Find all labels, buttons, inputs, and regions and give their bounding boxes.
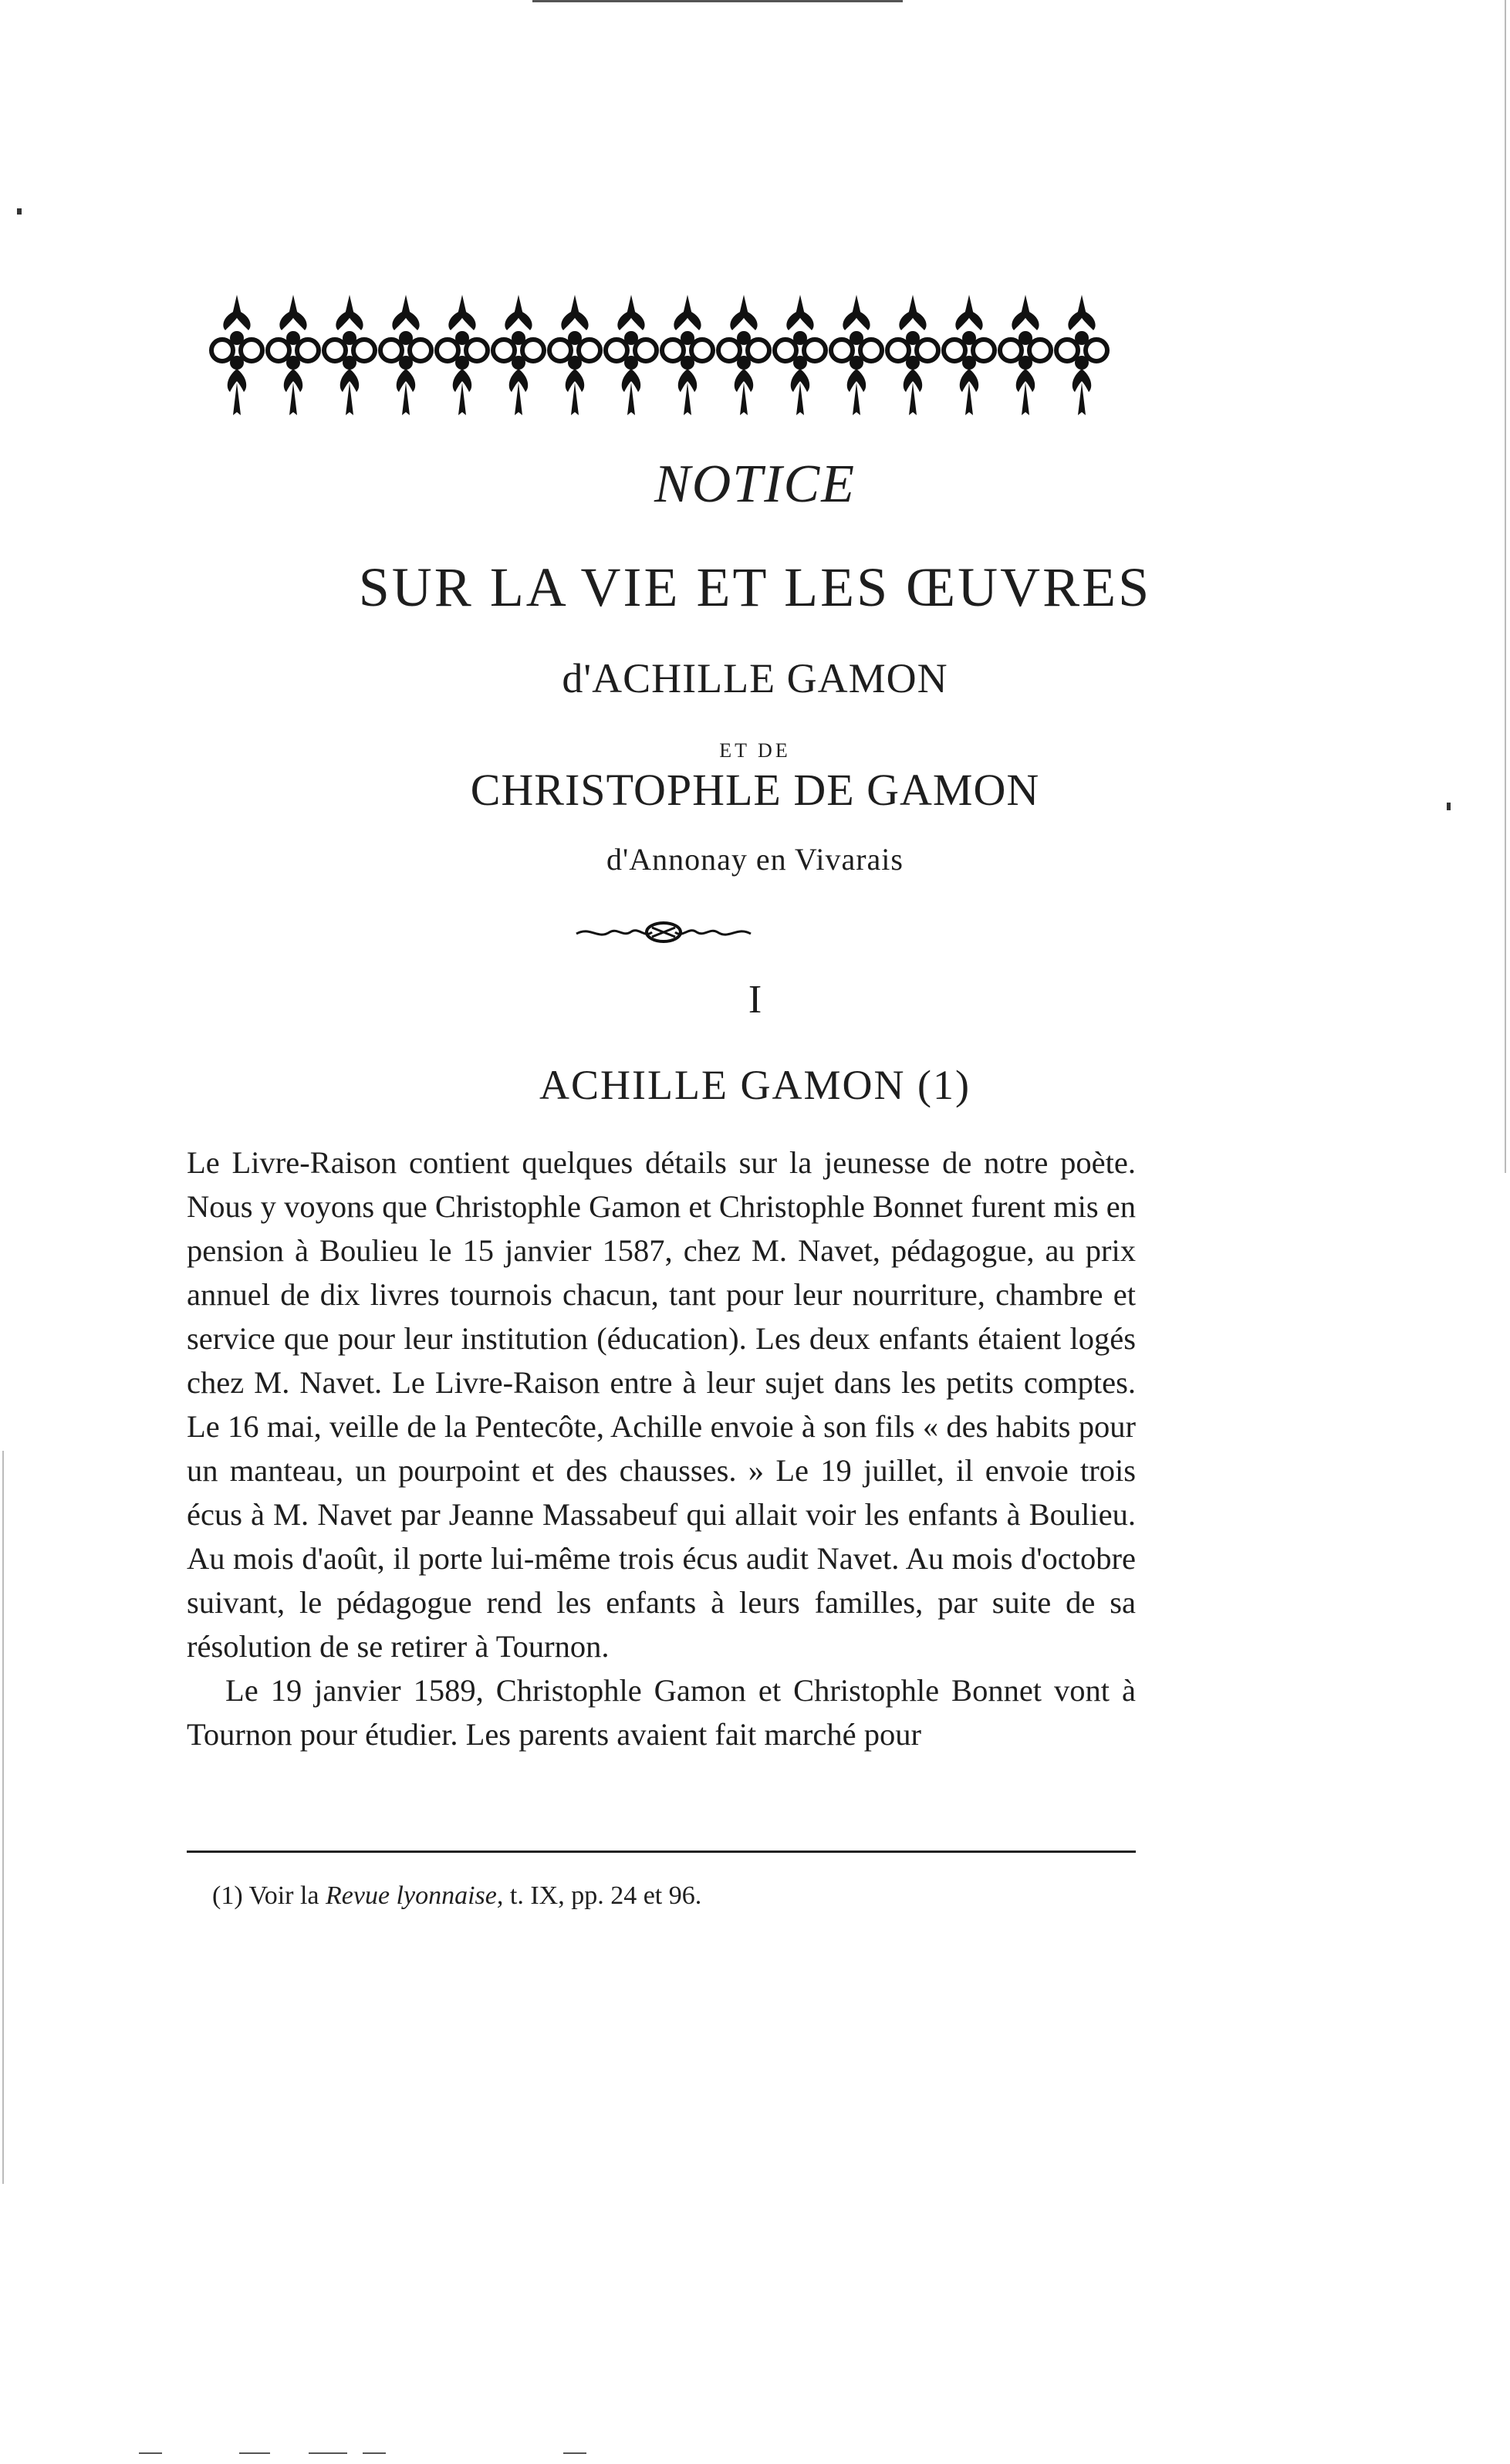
bottom-edge-dash-4 bbox=[363, 2452, 386, 2454]
origin-subtitle: d'Annonay en Vivarais bbox=[606, 842, 904, 877]
paragraph-2: Le 19 janvier 1589, Christophle Gamon et Christophle Bonnet vont à Tournon pour étudier. Les parents avaient fait marché pour bbox=[187, 1673, 1136, 1752]
conjunction-et-de: ET DE bbox=[719, 739, 791, 762]
scan-line-left bbox=[2, 1451, 4, 2184]
bottom-edge-dash-5 bbox=[563, 2452, 586, 2454]
paragraph-1: Le Livre-Raison contient quelques détails sur la jeunesse de notre poète. Nous y voyons que Christophle Gamon et Christophle Bonnet furent mis en pension à Boulieu le 15 janvier 1587, chez M. Navet, pédagogue, au prix annuel de dix livres tournois chacun, tant pour leur nourriture, chambre et service que pour leur institution (éducation). Les deux enfants étaient logés chez M. Navet. Le Livre-Raison entre à leur sujet dans les petits comptes. Le 16 mai, veille de la Pentecôte, Achille envoie à son fils « des habits pour un manteau, un pourpoint et des chausses. » Le 19 juillet, il envoie trois écus à M. Navet par Jeanne Massabeuf qui allait voir les enfants à Boulieu. Au mois d'août, il porte lui-même trois écus audit Navet. Au mois d'octobre suivant, le pédagogue rend les enfants à leurs familles, par suite de sa résolution de se retirer à Tournon. bbox=[187, 1145, 1136, 1664]
main-title: SUR LA VIE ET LES ŒUVRES bbox=[358, 556, 1152, 618]
body-text bbox=[187, 1141, 1136, 1756]
footnote bbox=[212, 1881, 1138, 1911]
subject-achille: d'ACHILLE GAMON bbox=[562, 655, 948, 701]
bottom-edge-dash-2 bbox=[239, 2452, 270, 2454]
top-edge-rule bbox=[532, 0, 903, 2]
footnote-journal: Revue lyonnaise, bbox=[326, 1881, 504, 1910]
ornament-band bbox=[208, 292, 1111, 419]
bottom-edge-dash-3 bbox=[309, 2452, 347, 2454]
footnote-prefix: (1) Voir la bbox=[212, 1881, 326, 1910]
footnote-rule bbox=[187, 1851, 1136, 1853]
notice-title: NOTICE bbox=[654, 455, 856, 514]
subject-christophle: CHRISTOPHLE DE GAMON bbox=[470, 765, 1040, 815]
bottom-edge-dash-1 bbox=[139, 2452, 162, 2454]
scan-mark-left bbox=[17, 208, 22, 215]
section-number: I bbox=[748, 978, 762, 1022]
footnote-suffix: t. IX, pp. 24 et 96. bbox=[503, 1881, 702, 1910]
flourish-divider bbox=[575, 917, 752, 948]
section-title: ACHILLE GAMON (1) bbox=[539, 1062, 971, 1108]
